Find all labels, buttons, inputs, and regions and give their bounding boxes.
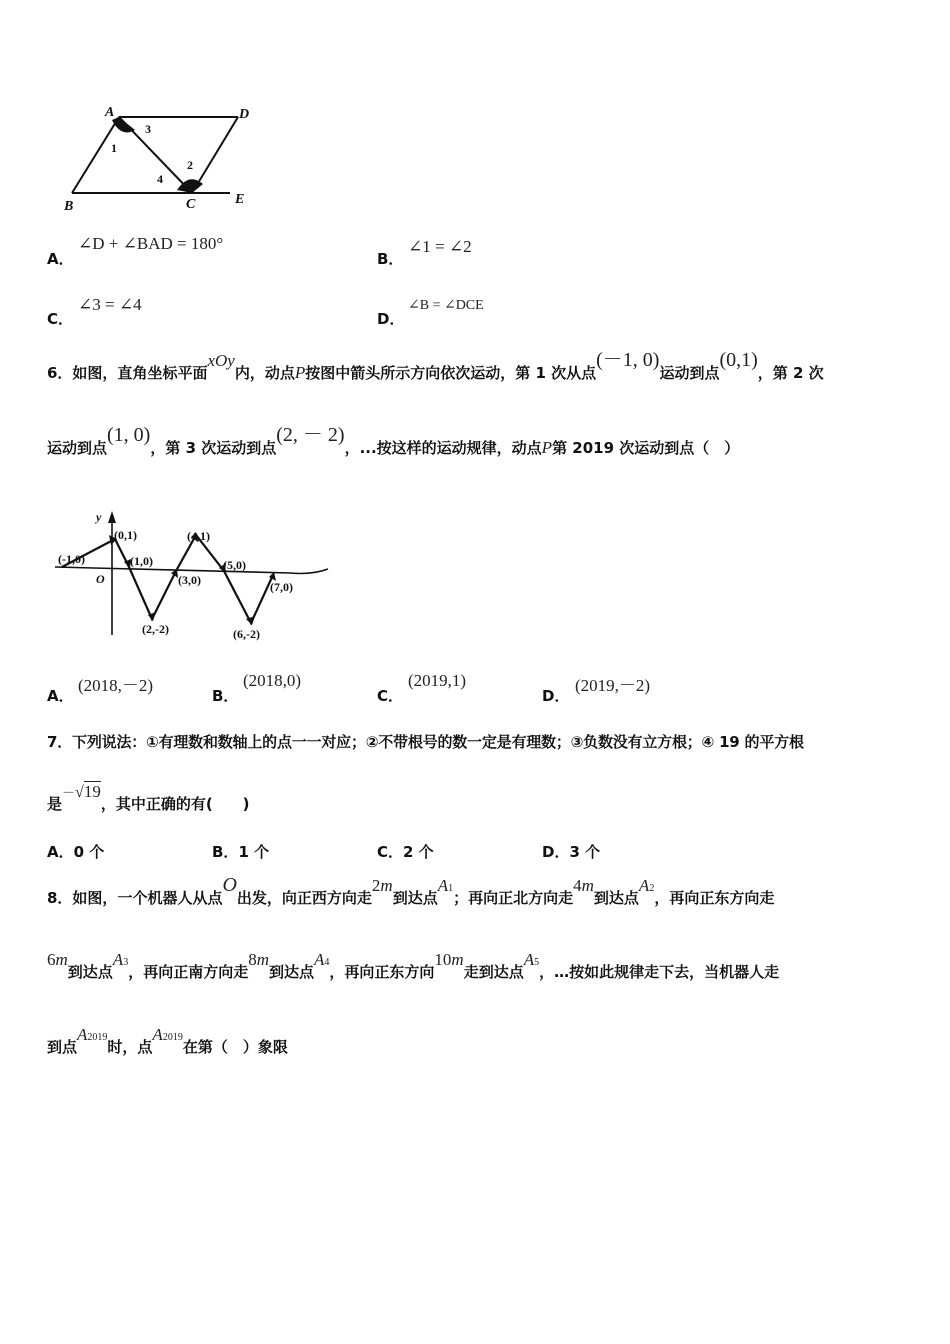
y-axis-arrow-icon (108, 511, 116, 523)
angle-2-label: 2 (187, 158, 193, 172)
vertex-b-label: B (64, 199, 74, 214)
origin-label: O (96, 572, 105, 586)
q5-option-d-label: D． (377, 310, 405, 328)
q5-option-c-label: C． (47, 310, 74, 328)
q5-option-b-expr: ∠1 = ∠2 (408, 237, 472, 256)
q6-option-c-label: C． (377, 687, 404, 705)
q7-option-d: D．3 个 (542, 843, 601, 861)
angle-3-label: 3 (145, 122, 151, 136)
q7-option-c: C．2 个 (377, 843, 434, 861)
angle-4-label: 4 (157, 172, 163, 186)
point-label-0-1: (0,1) (114, 528, 137, 542)
q6-option-c-expr: (2019,1) (408, 671, 467, 690)
vertex-e-label: E (235, 192, 245, 207)
q6-line-2: 运动到点(1, 0)，第 3 次运动到点(2, － 2)，...按这样的运动规律，动点P第 2019 次运动到点（ ） (47, 424, 740, 457)
q7-line-1: 7．下列说法：①有理数和数轴上的点一一对应；②不带根号的数一定是有理数；③负数没有立方根；④ 19 的平方根 (47, 733, 804, 751)
q5-option-a-expr: ∠D + ∠BAD = 180° (78, 234, 224, 253)
y-axis-label: y (96, 510, 102, 524)
q5-option-c-expr: ∠3 = ∠4 (78, 295, 142, 314)
q5-option-a-label: A． (47, 250, 74, 268)
q7-option-b: B．1 个 (212, 843, 270, 861)
q6-option-d-label: D． (542, 687, 570, 705)
q6-option-b-expr: (2018,0) (243, 671, 302, 690)
vertex-a-label: A (105, 105, 115, 120)
q6-option-b-label: B． (212, 687, 239, 705)
q8-line-2: 6m到达点$A^3$，再向正南方向走8m到达点$A^4$，再向正东方向10m走到达点$A^5$，…按如此规律走下去，当机器人走 (47, 950, 780, 981)
q5-option-d-expr: ∠B = ∠DCE (408, 298, 484, 313)
zigzag-path (62, 535, 273, 623)
q8-line-3: 到点$A^{2019}$时，点$A^{2019}$在第（ ）象限 (47, 1025, 288, 1056)
vertex-d-label: D (239, 107, 250, 122)
q6-option-a-expr: (2018,－2) (78, 676, 154, 695)
zigzag-motion-graph (50, 505, 340, 645)
q8-line-1: 8．如图，一个机器人从点O出发，向正西方向走2m到达点$A^1$；再向正北方向走4m到达点$A^2$，再向正东方向走 (47, 874, 775, 907)
vertex-c-label: C (186, 197, 196, 212)
q7-option-a: A．0 个 (47, 843, 105, 861)
q6-line-1: 6．如图，直角坐标平面xOy内，动点P按图中箭头所示方向依次运动，第 1 次从点(－1, 0)运动到点(0,1)，第 2 次 (47, 349, 824, 382)
angle-mark-a (112, 117, 135, 132)
angle-1-label: 1 (111, 141, 117, 155)
point-label-6-neg2: (6,-2) (233, 627, 260, 641)
point-label-neg1-0: (-1,0) (58, 552, 85, 566)
q6-option-d-expr: (2019,－2) (575, 676, 651, 695)
point-label-3-0: (3,0) (178, 573, 201, 587)
point-label-1-0: (1,0) (130, 554, 153, 568)
q7-line-2: 是－√19，其中正确的有( ) (47, 782, 250, 813)
segment-ab (72, 117, 119, 193)
parallelogram-figure (55, 100, 265, 215)
point-label-5-0: (5,0) (223, 558, 246, 572)
point-label-4-1: (4,1) (187, 529, 210, 543)
point-label-2-neg2: (2,-2) (142, 622, 169, 636)
q6-option-a-label: A． (47, 687, 74, 705)
q5-option-b-label: B． (377, 250, 404, 268)
point-label-7-0: (7,0) (270, 580, 293, 594)
